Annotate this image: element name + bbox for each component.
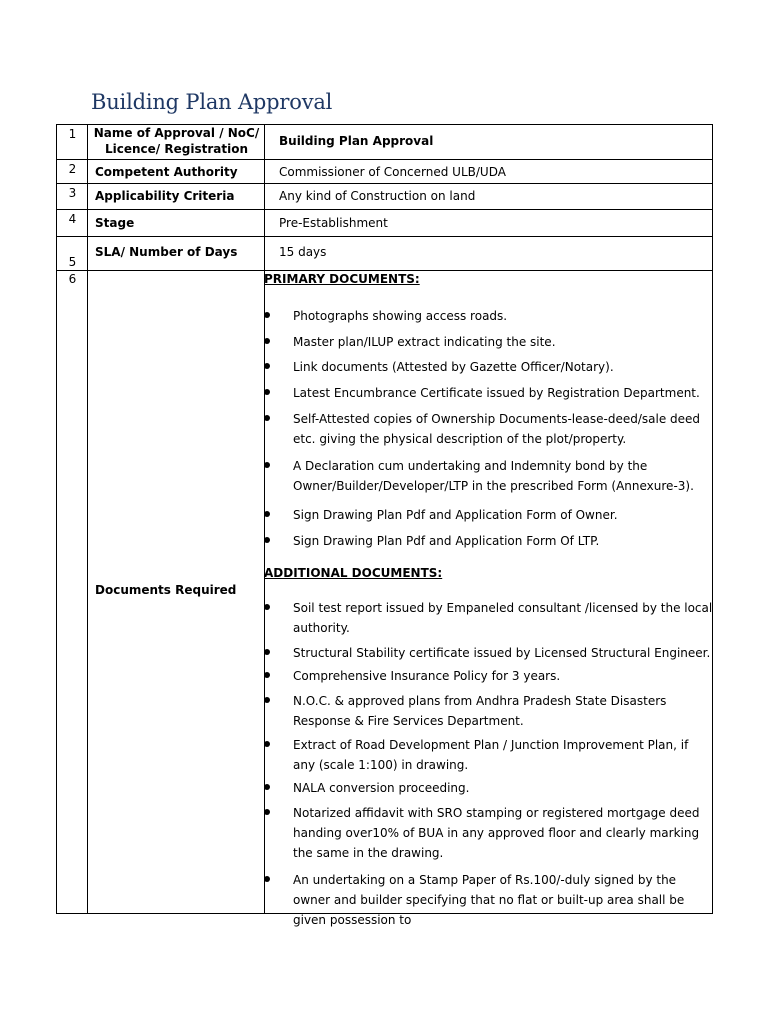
row-label-stage: Stage [95,216,135,230]
page-title: Building Plan Approval [91,90,333,114]
additional-documents-heading: ADDITIONAL DOCUMENTS: [264,566,443,580]
bullet-icon [264,312,270,318]
row-number: 5 [68,255,77,269]
bullet-icon [264,604,270,610]
bullet-icon [264,741,270,747]
bullet-icon [264,511,270,517]
row-number: 2 [68,162,77,176]
bullet-icon [264,784,270,790]
row-number: 4 [68,212,77,226]
row-value-approval-name: Building Plan Approval [279,134,434,148]
bullet-icon [264,697,270,703]
bullet-icon [264,415,270,421]
row-label-approval-name: Name of Approval / NoC/ Licence/ Registration [93,126,260,156]
row-value-applicability: Any kind of Construction on land [279,189,476,203]
bullet-icon [264,672,270,678]
bullet-icon [264,809,270,815]
bullet-icon [264,363,270,369]
row-value-sla: 15 days [279,245,327,259]
row-label-sla: SLA/ Number of Days [95,245,238,259]
row-value-competent-authority: Commissioner of Concerned ULB/UDA [279,165,506,179]
row-label-competent-authority: Competent Authority [95,165,238,179]
bullet-icon [264,389,270,395]
row-value-stage: Pre-Establishment [279,216,388,230]
row-number: 1 [68,127,77,141]
row-label-applicability: Applicability Criteria [95,189,235,203]
primary-documents-heading: PRIMARY DOCUMENTS: [264,272,420,286]
row-label-documents-required: Documents Required [95,583,237,597]
bullet-icon [264,462,270,468]
row-number: 3 [68,186,77,200]
bullet-icon [264,649,270,655]
bullet-icon [264,338,270,344]
row-number: 6 [68,272,77,286]
approval-table: 1 2 3 4 5 6 Name of Approval / NoC/ Licence/ Registration Competent Authority Applicability Criteria Stage SLA/ Number of Days Documents Required Building Plan Approval Commissioner of Concerned ULB/UDA Any kind of Construction on land Pre-Establishment 15 days PRIMARY DOCUMENTS: Photographs showing access roads. Master plan/ILUP extract indicating the site. Link documents (Attested by Gazette Officer/Notary). Latest Encumbrance Certificate issued by Registration Department. Self-Attested copies of Ownership Documents-lease-deed/sale deed etc. giving the physical description of the plot/property. A Declaration cum undertaking and Indemnity bond by the Owner/Builder/Developer/LTP in the prescribed Form (Annexure-3). Sign Drawing Plan Pdf and Application Form of Owner. Sign Drawing Plan Pdf and Application Form Of LTP. ADDITIONAL DOCUMENTS: Soil test report issued by Empaneled consultant /licensed by the local authority. Structural Stability certificate issued by Licensed Structural Engineer. Comprehensive Insurance Policy for 3 years. N.O.C. & approved plans from Andhra Pradesh State Disasters Response & Fire Services Department. Extract of Road Development Plan / Junction Improvement Plan, if any (scale 1:100) in drawing. NALA conversion proceeding. Notarized affidavit with SRO stamping or registered mortgage deed handing over10% of BUA in any approved floor and clearly marking the same in the drawing. An undertaking on a Stamp Paper of Rs.100/-duly signed by the owner and builder specifying that no flat or built-up area shall be given possession to [56,124,713,914]
bullet-icon [264,537,270,543]
bullet-icon [264,876,270,882]
